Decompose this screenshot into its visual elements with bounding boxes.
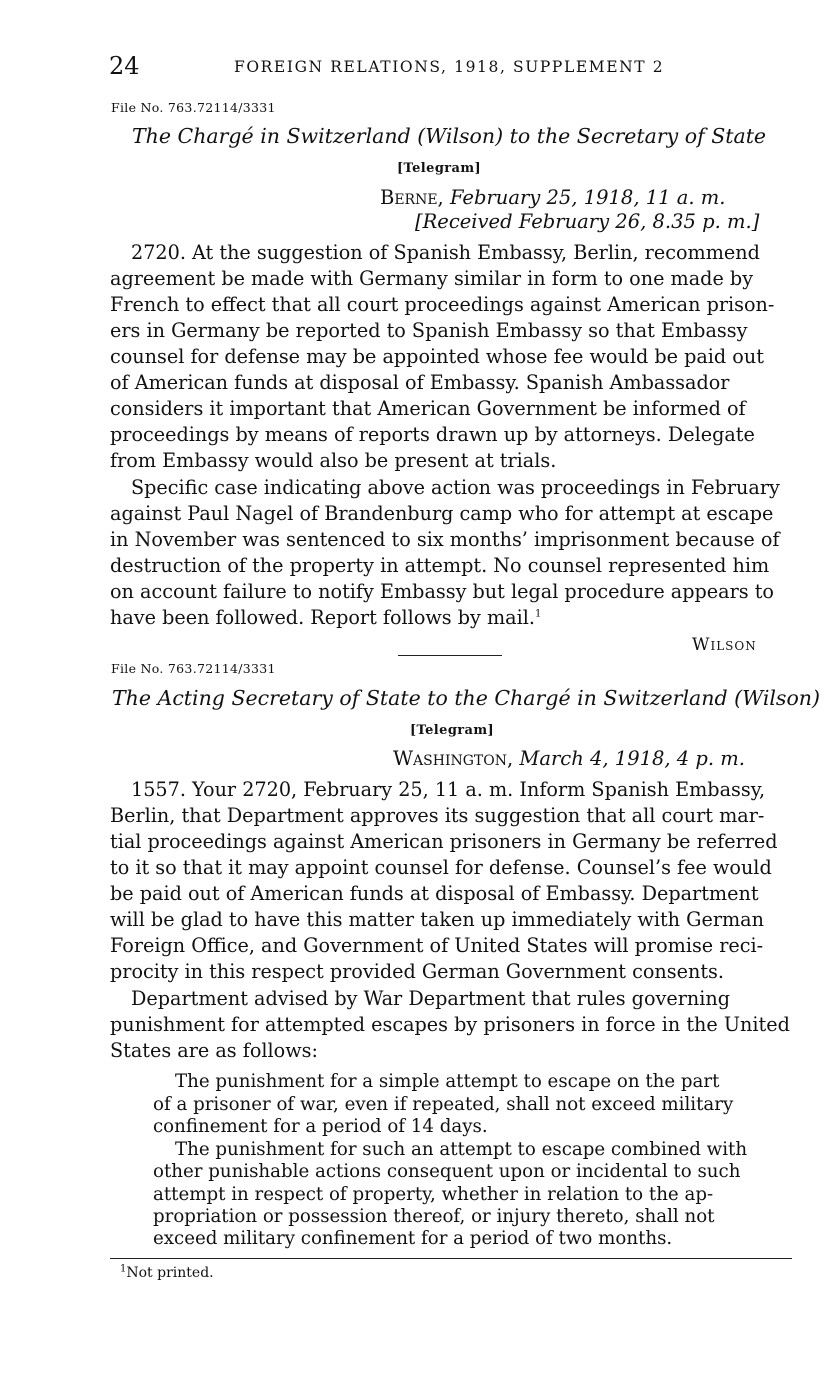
signature: Wilson [692,635,757,655]
quote-line: confinement for a period of 14 days. [153,1116,488,1137]
text-line: on account failure to notify Embassy but legal procedure appears to [110,580,774,603]
text-line: from Embassy would also be present at trials. [110,449,557,472]
text-line: will be glad to have this matter taken up immediately with German [110,908,764,931]
quote-line: of a prisoner of war, even if repeated, shall not exceed military [153,1094,734,1115]
text-line: French to effect that all court proceedings against American prison- [110,293,775,316]
quote-line: propriation or possession thereof, or injury thereto, shall not [153,1206,715,1227]
dateline-place: Berne, [380,186,444,209]
running-title: FOREIGN RELATIONS, 1918, SUPPLEMENT 2 [234,58,665,76]
footnote [120,1265,214,1281]
text-line: agreement be made with Germany similar in form to one made by [110,267,754,290]
dateline-place: Washington, [393,747,514,770]
text-line: tial proceedings against American prisoners in Germany be referred [110,830,778,853]
text-line: against Paul Nagel of Brandenburg camp who for attempt at escape [110,502,774,525]
text-line: considers it important that American Government be informed of [110,397,746,420]
dateline [380,186,725,209]
dateline-date: March 4, 1918, 4 p. m. [519,747,745,770]
text-line: Department advised by War Department that rules governing [131,987,731,1010]
dateline [393,747,745,770]
text-line: Foreign Office, and Government of United States will promise reci- [110,934,764,957]
section-divider [398,655,502,656]
text-line: of American funds at disposal of Embassy. Spanish Ambassador [110,371,730,394]
footnote-text: Not printed. [126,1265,214,1281]
text-line [110,608,541,627]
text-line: 2720. At the suggestion of Spanish Embassy, Berlin, recommend [131,241,760,264]
text-line-content: have been followed. Report follows by mail. [110,606,535,629]
footnote-mark: 1 [120,1263,127,1275]
footnote-rule [110,1258,792,1259]
telegram-label: [Telegram] [397,161,482,176]
telegram-label: [Telegram] [410,723,495,738]
file-number: File No. 763.72114/3331 [111,661,276,676]
text-line: proceedings by means of reports drawn up by attorneys. Delegate [110,423,755,446]
text-line: Berlin, that Department approves its suggestion that all court mar- [110,804,765,827]
quote-line: The punishment for a simple attempt to escape on the part [175,1071,720,1092]
page-number: 24 [109,52,140,80]
dateline-date: February 25, 1918, 11 a. m. [449,186,726,209]
document-heading: The Acting Secretary of State to the Chargé in Switzerland (Wilson) [112,686,820,710]
quote-line: exceed military confinement for a period of two months. [153,1228,673,1249]
text-line: ers in Germany be reported to Spanish Embassy so that Embassy [110,319,748,342]
text-line: 1557. Your 2720, February 25, 11 a. m. Inform Spanish Embassy, [131,778,766,801]
quote-line: other punishable actions consequent upon or incidental to such [153,1161,741,1182]
text-line: States are as follows: [110,1039,318,1062]
document-heading: The Chargé in Switzerland (Wilson) to the Secretary of State [132,124,767,148]
text-line: Specific case indicating above action was proceedings in February [131,476,780,499]
text-line: be paid out of American funds at disposal of Embassy. Department [110,882,759,905]
quote-line: attempt in respect of property, whether in relation to the ap- [153,1184,714,1205]
text-line: in November was sentenced to six months’ imprisonment because of [110,528,780,551]
text-line: counsel for defense may be appointed whose fee would be paid out [110,345,764,368]
text-line: destruction of the property in attempt. No counsel represented him [110,554,770,577]
file-number: File No. 763.72114/3331 [111,100,276,115]
received-line: [Received February 26, 8.35 p. m.] [415,210,760,233]
quote-line: The punishment for such an attempt to escape combined with [175,1139,748,1160]
text-line: punishment for attempted escapes by prisoners in force in the United [110,1013,790,1036]
footnote-reference: 1 [534,608,542,620]
text-line: procity in this respect provided German Government consents. [110,960,724,983]
text-line: to it so that it may appoint counsel for defense. Counsel’s fee would [110,856,772,879]
